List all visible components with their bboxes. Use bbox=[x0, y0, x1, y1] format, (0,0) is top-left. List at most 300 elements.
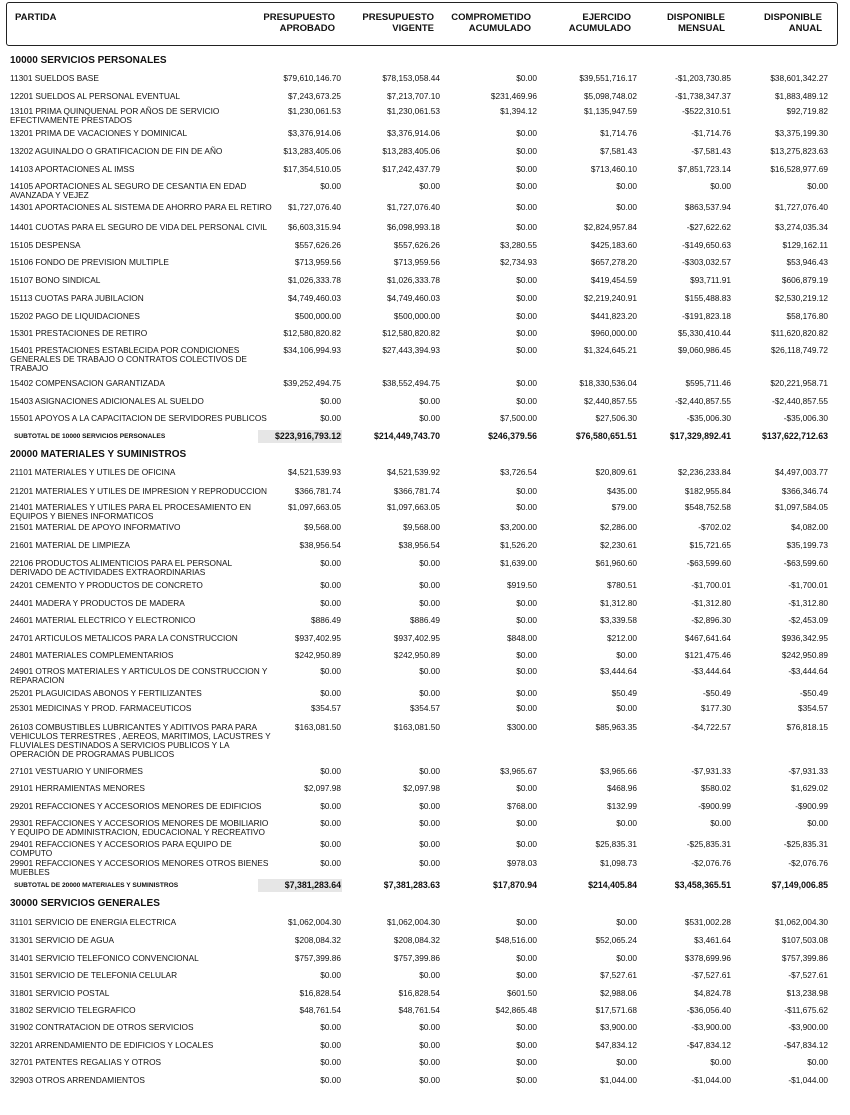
amount-col-4: $0.00 bbox=[616, 917, 637, 927]
header-col-1: PRESUPUESTO APROBADO bbox=[263, 12, 335, 34]
partida-label: 31801 SERVICIO POSTAL bbox=[10, 988, 110, 998]
amount-col-6: -$7,931.33 bbox=[788, 766, 828, 776]
amount-col-3: $7,500.00 bbox=[500, 413, 537, 423]
amount-col-6: $2,530,219.12 bbox=[774, 293, 828, 303]
amount-col-4: $3,444.64 bbox=[600, 666, 637, 676]
amount-col-5: $0.00 bbox=[710, 818, 731, 828]
amount-col-5: -$1,738,347.37 bbox=[675, 91, 731, 101]
amount-col-3: $0.00 bbox=[516, 275, 537, 285]
amount-col-1: $38,956.54 bbox=[299, 540, 341, 550]
amount-col-2: $0.00 bbox=[419, 688, 440, 698]
amount-col-6: $53,946.43 bbox=[786, 257, 828, 267]
partida-label: 32903 OTROS ARRENDAMIENTOS bbox=[10, 1075, 145, 1085]
amount-col-1: $0.00 bbox=[320, 1075, 341, 1085]
amount-col-2: $713,959.56 bbox=[393, 257, 440, 267]
amount-col-3: $768.00 bbox=[507, 801, 537, 811]
amount-col-5: -$3,900.00 bbox=[691, 1022, 731, 1032]
amount-col-4: $212.00 bbox=[607, 633, 637, 643]
header-col-3: COMPROMETIDO ACUMULADO bbox=[451, 12, 531, 34]
amount-col-5: -$25,835.31 bbox=[686, 839, 731, 849]
amount-col-2: $1,230,061.53 bbox=[386, 106, 440, 116]
partida-label: 31401 SERVICIO TELEFONICO CONVENCIONAL bbox=[10, 953, 199, 963]
amount-col-1: $0.00 bbox=[320, 839, 341, 849]
amount-col-4: $0.00 bbox=[616, 703, 637, 713]
amount-col-4: $419,454.59 bbox=[590, 275, 637, 285]
amount-col-1: $1,230,061.53 bbox=[287, 106, 341, 116]
amount-col-4: $1,312.80 bbox=[600, 598, 637, 608]
amount-col-1: $16,828.54 bbox=[299, 988, 341, 998]
amount-col-1: $0.00 bbox=[320, 1040, 341, 1050]
amount-col-2: $1,727,076.40 bbox=[386, 202, 440, 212]
amount-col-1: $0.00 bbox=[320, 688, 341, 698]
amount-col-6: $0.00 bbox=[807, 1057, 828, 1067]
amount-col-4: $85,963.35 bbox=[595, 722, 637, 732]
amount-col-5: -$63,599.60 bbox=[686, 558, 731, 568]
amount-col-6: $7,149,006.85 bbox=[771, 880, 828, 890]
amount-col-4: $1,098.73 bbox=[600, 858, 637, 868]
amount-col-6: $366,346.74 bbox=[781, 486, 828, 496]
amount-col-2: $354.57 bbox=[410, 703, 440, 713]
amount-col-3: $0.00 bbox=[516, 345, 537, 355]
amount-col-5: $155,488.83 bbox=[684, 293, 731, 303]
amount-col-2: $163,081.50 bbox=[393, 722, 440, 732]
amount-col-4: $61,960.60 bbox=[595, 558, 637, 568]
partida-label: 21101 MATERIALES Y UTILES DE OFICINA bbox=[10, 467, 176, 477]
amount-col-3: $0.00 bbox=[516, 666, 537, 676]
amount-col-3: $0.00 bbox=[516, 1057, 537, 1067]
amount-col-4: $2,219,240.91 bbox=[583, 293, 637, 303]
amount-col-1: $6,603,315.94 bbox=[287, 222, 341, 232]
amount-col-4: $0.00 bbox=[616, 1057, 637, 1067]
amount-col-2: $366,781.74 bbox=[393, 486, 440, 496]
amount-col-2: $1,097,663.05 bbox=[386, 502, 440, 512]
amount-col-6: $3,375,199.30 bbox=[774, 128, 828, 138]
header-col-2: PRESUPUESTO VIGENTE bbox=[362, 12, 434, 34]
amount-col-5: $17,329,892.41 bbox=[669, 431, 731, 441]
amount-col-6: $1,629.02 bbox=[791, 783, 828, 793]
amount-col-4: $50.49 bbox=[611, 688, 637, 698]
amount-col-3: $0.00 bbox=[516, 128, 537, 138]
amount-col-6: $35,199.73 bbox=[786, 540, 828, 550]
amount-col-6: $1,062,004.30 bbox=[774, 917, 828, 927]
amount-col-4: $435.00 bbox=[607, 486, 637, 496]
amount-col-1: $4,749,460.03 bbox=[287, 293, 341, 303]
amount-col-4: $0.00 bbox=[616, 181, 637, 191]
amount-col-6: $26,118,749.72 bbox=[770, 345, 828, 355]
amount-col-1: $223,916,793.12 bbox=[274, 431, 341, 441]
amount-col-3: $601.50 bbox=[507, 988, 537, 998]
amount-col-4: $18,330,536.04 bbox=[579, 378, 637, 388]
amount-col-3: $0.00 bbox=[516, 1040, 537, 1050]
amount-col-5: $2,236,233.84 bbox=[677, 467, 731, 477]
amount-col-6: $936,342.95 bbox=[781, 633, 828, 643]
partida-label: 13101 PRIMA QUINQUENAL POR AÑOS DE SERVICIO EFECTIVAMENTE PRESTADOS bbox=[10, 106, 220, 125]
amount-col-3: $1,394.12 bbox=[500, 106, 537, 116]
table-header bbox=[6, 2, 838, 46]
amount-col-6: $4,497,003.77 bbox=[774, 467, 828, 477]
amount-col-6: -$1,044.00 bbox=[788, 1075, 828, 1085]
subtotal-label: SUBTOTAL DE 20000 MATERIALES Y SUMINISTROS bbox=[14, 882, 179, 889]
amount-col-4: $3,339.58 bbox=[600, 615, 637, 625]
amount-col-6: $4,082.00 bbox=[791, 522, 828, 532]
amount-col-2: $13,283,405.06 bbox=[382, 146, 440, 156]
amount-col-5: $93,711.91 bbox=[690, 275, 731, 285]
amount-col-5: -$50.49 bbox=[702, 688, 731, 698]
amount-col-4: $2,440,857.55 bbox=[583, 396, 637, 406]
amount-col-2: $0.00 bbox=[419, 181, 440, 191]
amount-col-1: $757,399.86 bbox=[294, 953, 341, 963]
amount-col-3: $0.00 bbox=[516, 688, 537, 698]
partida-label: 21501 MATERIAL DE APOYO INFORMATIVO bbox=[10, 522, 181, 532]
amount-col-1: $354.57 bbox=[311, 703, 341, 713]
amount-col-1: $0.00 bbox=[320, 396, 341, 406]
amount-col-6: $137,622,712.63 bbox=[761, 431, 828, 441]
amount-col-6: -$2,453.09 bbox=[788, 615, 828, 625]
amount-col-3: $0.00 bbox=[516, 378, 537, 388]
partida-label: 31101 SERVICIO DE ENERGIA ELECTRICA bbox=[10, 917, 177, 927]
amount-col-2: $0.00 bbox=[419, 1057, 440, 1067]
amount-col-5: $3,461.64 bbox=[694, 935, 731, 945]
partida-label: 29101 HERRAMIENTAS MENORES bbox=[10, 783, 145, 793]
partida-label: 27101 VESTUARIO Y UNIFORMES bbox=[10, 766, 143, 776]
amount-col-2: $78,153,058.44 bbox=[382, 73, 440, 83]
amount-col-6: -$50.49 bbox=[799, 688, 828, 698]
amount-col-5: $580.02 bbox=[701, 783, 731, 793]
amount-col-3: $0.00 bbox=[516, 650, 537, 660]
amount-col-3: $919.50 bbox=[507, 580, 537, 590]
amount-col-5: $863,537.94 bbox=[684, 202, 731, 212]
partida-label: 14105 APORTACIONES AL SEGURO DE CESANTIA EN EDAD AVANZADA Y VEJEZ bbox=[10, 181, 247, 200]
amount-col-6: -$1,700.01 bbox=[788, 580, 828, 590]
amount-col-2: $12,580,820.82 bbox=[382, 328, 440, 338]
amount-col-1: $0.00 bbox=[320, 558, 341, 568]
amount-col-1: $0.00 bbox=[320, 1057, 341, 1067]
amount-col-5: -$522,310.51 bbox=[682, 106, 731, 116]
amount-col-5: -$47,834.12 bbox=[686, 1040, 731, 1050]
amount-col-6: -$7,527.61 bbox=[788, 970, 828, 980]
amount-col-3: $0.00 bbox=[516, 953, 537, 963]
amount-col-6: $0.00 bbox=[807, 181, 828, 191]
partida-label: 15501 APOYOS A LA CAPACITACION DE SERVIDORES PUBLICOS bbox=[10, 413, 267, 423]
partida-label: 15402 COMPENSACION GARANTIZADA bbox=[10, 378, 165, 388]
amount-col-2: $1,062,004.30 bbox=[386, 917, 440, 927]
amount-col-1: $0.00 bbox=[320, 598, 341, 608]
amount-col-4: $20,809.61 bbox=[595, 467, 637, 477]
amount-col-5: $595,711.46 bbox=[685, 378, 731, 388]
amount-col-3: $48,516.00 bbox=[495, 935, 537, 945]
amount-col-2: $937,402.95 bbox=[393, 633, 440, 643]
amount-col-1: $937,402.95 bbox=[294, 633, 341, 643]
amount-col-1: $557,626.26 bbox=[294, 240, 341, 250]
amount-col-5: -$7,931.33 bbox=[691, 766, 731, 776]
subtotal-label: SUBTOTAL DE 10000 SERVICIOS PERSONALES bbox=[14, 433, 166, 440]
section-title: 10000 SERVICIOS PERSONALES bbox=[10, 55, 167, 66]
partida-label: 15401 PRESTACIONES ESTABLECIDA POR CONDICIONES GENERALES DE TRABAJO O CONTRATOS COLECTIVOS DE TRABAJO bbox=[10, 345, 247, 373]
amount-col-6: $107,503.08 bbox=[781, 935, 828, 945]
amount-col-5: -$2,440,857.55 bbox=[675, 396, 731, 406]
amount-col-5: $177.30 bbox=[701, 703, 731, 713]
partida-label: 21401 MATERIALES Y UTILES PARA EL PROCESAMIENTO EN EQUIPOS Y BIENES INFORMATICOS bbox=[10, 502, 252, 521]
amount-col-3: $0.00 bbox=[516, 598, 537, 608]
amount-col-4: $17,571.68 bbox=[595, 1005, 637, 1015]
amount-col-2: $0.00 bbox=[419, 1022, 440, 1032]
amount-col-3: $0.00 bbox=[516, 818, 537, 828]
amount-col-6: -$11,675.62 bbox=[784, 1005, 828, 1015]
amount-col-2: $0.00 bbox=[419, 858, 440, 868]
amount-col-1: $366,781.74 bbox=[294, 486, 341, 496]
amount-col-1: $886.49 bbox=[311, 615, 341, 625]
amount-col-6: $38,601,342.27 bbox=[770, 73, 828, 83]
amount-col-5: -$1,203,730.85 bbox=[675, 73, 731, 83]
amount-col-2: $0.00 bbox=[419, 1040, 440, 1050]
amount-col-2: $0.00 bbox=[419, 598, 440, 608]
amount-col-6: -$63,599.60 bbox=[783, 558, 828, 568]
amount-col-4: $2,824,957.84 bbox=[583, 222, 637, 232]
amount-col-5: -$2,896.30 bbox=[691, 615, 731, 625]
amount-col-2: $16,828.54 bbox=[398, 988, 440, 998]
amount-col-6: $354.57 bbox=[798, 703, 828, 713]
amount-col-2: $0.00 bbox=[419, 666, 440, 676]
amount-col-5: -$303,032.57 bbox=[682, 257, 731, 267]
amount-col-6: $1,883,489.12 bbox=[774, 91, 828, 101]
amount-col-4: $468.96 bbox=[607, 783, 637, 793]
amount-col-1: $79,610,146.70 bbox=[283, 73, 341, 83]
amount-col-6: $13,238.98 bbox=[786, 988, 828, 998]
amount-col-2: $7,213,707.10 bbox=[386, 91, 440, 101]
amount-col-6: $0.00 bbox=[807, 818, 828, 828]
amount-col-1: $1,097,663.05 bbox=[287, 502, 341, 512]
amount-col-3: $1,639.00 bbox=[500, 558, 537, 568]
amount-col-4: $960,000.00 bbox=[590, 328, 637, 338]
amount-col-1: $0.00 bbox=[320, 413, 341, 423]
amount-col-4: $7,581.43 bbox=[600, 146, 637, 156]
amount-col-2: $27,443,394.93 bbox=[382, 345, 440, 355]
amount-col-4: $425,183.60 bbox=[590, 240, 637, 250]
partida-label: 13201 PRIMA DE VACACIONES Y DOMINICAL bbox=[10, 128, 188, 138]
amount-col-3: $0.00 bbox=[516, 181, 537, 191]
amount-col-4: $1,714.76 bbox=[600, 128, 637, 138]
amount-col-2: $0.00 bbox=[419, 558, 440, 568]
amount-col-5: -$35,006.30 bbox=[686, 413, 731, 423]
amount-col-3: $0.00 bbox=[516, 222, 537, 232]
partida-label: 14301 APORTACIONES AL SISTEMA DE AHORRO PARA EL RETIRO bbox=[10, 202, 272, 212]
amount-col-4: $2,230.61 bbox=[600, 540, 637, 550]
partida-label: 31802 SERVICIO TELEGRAFICO bbox=[10, 1005, 136, 1015]
amount-col-6: -$2,076.76 bbox=[788, 858, 828, 868]
amount-col-2: $242,950.89 bbox=[393, 650, 440, 660]
amount-col-6: $242,950.89 bbox=[781, 650, 828, 660]
amount-col-5: -$191,823.18 bbox=[682, 311, 731, 321]
amount-col-2: $17,242,437.79 bbox=[382, 164, 440, 174]
partida-label: 13202 AGUINALDO O GRATIFICACION DE FIN DE AÑO bbox=[10, 146, 223, 156]
amount-col-3: $0.00 bbox=[516, 311, 537, 321]
amount-col-3: $0.00 bbox=[516, 146, 537, 156]
amount-col-6: -$3,900.00 bbox=[788, 1022, 828, 1032]
amount-col-1: $0.00 bbox=[320, 766, 341, 776]
amount-col-2: $0.00 bbox=[419, 801, 440, 811]
amount-col-4: $0.00 bbox=[616, 818, 637, 828]
amount-col-6: $13,275,823.63 bbox=[770, 146, 828, 156]
amount-col-1: $12,580,820.82 bbox=[283, 328, 341, 338]
partida-label: 29301 REFACCIONES Y ACCESORIOS MENORES DE MOBILIARIO Y EQUIPO DE ADMINISTRACION, EDUCACIONAL Y RECREATIVO bbox=[10, 818, 269, 837]
amount-col-5: -$1,044.00 bbox=[691, 1075, 731, 1085]
amount-col-6: $76,818.15 bbox=[786, 722, 828, 732]
amount-col-4: $76,580,651.51 bbox=[575, 431, 637, 441]
amount-col-3: $42,865.48 bbox=[495, 1005, 537, 1015]
amount-col-5: -$36,056.40 bbox=[686, 1005, 731, 1015]
amount-col-2: $38,956.54 bbox=[398, 540, 440, 550]
amount-col-5: -$4,722.57 bbox=[691, 722, 731, 732]
partida-label: 24801 MATERIALES COMPLEMENTARIOS bbox=[10, 650, 174, 660]
amount-col-3: $0.00 bbox=[516, 328, 537, 338]
amount-col-5: $0.00 bbox=[710, 1057, 731, 1067]
amount-col-1: $0.00 bbox=[320, 818, 341, 828]
amount-col-5: $0.00 bbox=[710, 181, 731, 191]
amount-col-5: $182,955.84 bbox=[684, 486, 731, 496]
amount-col-5: $7,851,723.14 bbox=[677, 164, 731, 174]
amount-col-6: $1,097,584.05 bbox=[774, 502, 828, 512]
amount-col-5: -$1,700.01 bbox=[691, 580, 731, 590]
amount-col-3: $978.03 bbox=[507, 858, 537, 868]
amount-col-3: $300.00 bbox=[507, 722, 537, 732]
amount-col-1: $3,376,914.06 bbox=[287, 128, 341, 138]
amount-col-2: $208,084.32 bbox=[393, 935, 440, 945]
amount-col-2: $9,568.00 bbox=[403, 522, 440, 532]
amount-col-6: $11,620,820.82 bbox=[770, 328, 828, 338]
amount-col-4: $7,527.61 bbox=[600, 970, 637, 980]
amount-col-6: -$1,312.80 bbox=[788, 598, 828, 608]
amount-col-5: $3,458,365.51 bbox=[674, 880, 731, 890]
amount-col-1: $17,354,510.05 bbox=[283, 164, 341, 174]
amount-col-3: $848.00 bbox=[507, 633, 537, 643]
amount-col-4: $0.00 bbox=[616, 202, 637, 212]
amount-col-4: $780.51 bbox=[607, 580, 637, 590]
amount-col-1: $39,252,494.75 bbox=[283, 378, 341, 388]
amount-col-4: $214,405.84 bbox=[588, 880, 637, 890]
amount-col-2: $4,521,539.92 bbox=[386, 467, 440, 477]
amount-col-2: $6,098,993.18 bbox=[386, 222, 440, 232]
partida-label: 24201 CEMENTO Y PRODUCTOS DE CONCRETO bbox=[10, 580, 203, 590]
amount-col-6: $129,162.11 bbox=[782, 240, 828, 250]
amount-col-6: -$2,440,857.55 bbox=[772, 396, 828, 406]
amount-col-1: $0.00 bbox=[320, 858, 341, 868]
partida-label: 22106 PRODUCTOS ALIMENTICIOS PARA EL PERSONAL DERIVADO DE ACTIVIDADES EXTRAORDINARIAS bbox=[10, 558, 232, 577]
amount-col-1: $0.00 bbox=[320, 580, 341, 590]
amount-col-5: $121,475.46 bbox=[684, 650, 731, 660]
amount-col-4: $27,506.30 bbox=[595, 413, 637, 423]
partida-label: 21201 MATERIALES Y UTILES DE IMPRESION Y REPRODUCCION bbox=[10, 486, 267, 496]
amount-col-3: $246,379.56 bbox=[488, 431, 537, 441]
amount-col-4: $3,965.66 bbox=[600, 766, 637, 776]
amount-col-2: $1,026,333.78 bbox=[386, 275, 440, 285]
amount-col-1: $713,959.56 bbox=[294, 257, 341, 267]
partida-label: 31902 CONTRATACION DE OTROS SERVICIOS bbox=[10, 1022, 194, 1032]
amount-col-1: $242,950.89 bbox=[294, 650, 341, 660]
amount-col-1: $48,761.54 bbox=[299, 1005, 341, 1015]
amount-col-3: $3,965.67 bbox=[500, 766, 537, 776]
header-partida: PARTIDA bbox=[15, 12, 57, 23]
amount-col-3: $0.00 bbox=[516, 1022, 537, 1032]
amount-col-6: $757,399.86 bbox=[781, 953, 828, 963]
amount-col-6: -$900.99 bbox=[795, 801, 828, 811]
amount-col-1: $9,568.00 bbox=[304, 522, 341, 532]
amount-col-3: $0.00 bbox=[516, 703, 537, 713]
amount-col-2: $500,000.00 bbox=[393, 311, 440, 321]
amount-col-5: -$149,650.63 bbox=[682, 240, 731, 250]
amount-col-1: $208,084.32 bbox=[294, 935, 341, 945]
partida-label: 15107 BONO SINDICAL bbox=[10, 275, 101, 285]
amount-col-5: $378,699.96 bbox=[684, 953, 731, 963]
amount-col-5: $5,330,410.44 bbox=[677, 328, 731, 338]
amount-col-3: $0.00 bbox=[516, 202, 537, 212]
amount-col-3: $0.00 bbox=[516, 970, 537, 980]
amount-col-1: $0.00 bbox=[320, 801, 341, 811]
partida-label: 31301 SERVICIO DE AGUA bbox=[10, 935, 115, 945]
amount-col-3: $0.00 bbox=[516, 917, 537, 927]
amount-col-2: $0.00 bbox=[419, 580, 440, 590]
amount-col-3: $0.00 bbox=[516, 486, 537, 496]
amount-col-6: $3,274,035.34 bbox=[774, 222, 828, 232]
amount-col-4: $25,835.31 bbox=[595, 839, 637, 849]
partida-label: 25201 PLAGUICIDAS ABONOS Y FERTILIZANTES bbox=[10, 688, 202, 698]
amount-col-6: $606,879.19 bbox=[781, 275, 828, 285]
amount-col-6: $1,727,076.40 bbox=[774, 202, 828, 212]
amount-col-1: $0.00 bbox=[320, 181, 341, 191]
amount-col-5: $9,060,986.45 bbox=[677, 345, 731, 355]
amount-col-2: $214,449,743.70 bbox=[373, 431, 440, 441]
amount-col-1: $2,097.98 bbox=[304, 783, 341, 793]
amount-col-2: $0.00 bbox=[419, 818, 440, 828]
amount-col-6: -$25,835.31 bbox=[783, 839, 828, 849]
partida-label: 15105 DESPENSA bbox=[10, 240, 81, 250]
partida-label: 31501 SERVICIO DE TELEFONIA CELULAR bbox=[10, 970, 178, 980]
amount-col-1: $500,000.00 bbox=[294, 311, 341, 321]
partida-label: 29401 REFACCIONES Y ACCESORIOS PARA EQUIPO DE COMPUTO bbox=[10, 839, 232, 858]
amount-col-2: $557,626.26 bbox=[393, 240, 440, 250]
amount-col-1: $34,106,994.93 bbox=[283, 345, 341, 355]
header-col-4: EJERCIDO ACUMULADO bbox=[568, 12, 631, 34]
amount-col-5: -$702.02 bbox=[698, 522, 731, 532]
amount-col-2: $0.00 bbox=[419, 1075, 440, 1085]
header-col-5: DISPONIBLE MENSUAL bbox=[666, 12, 725, 34]
amount-col-6: -$3,444.64 bbox=[788, 666, 828, 676]
partida-label: 15301 PRESTACIONES DE RETIRO bbox=[10, 328, 148, 338]
amount-col-2: $0.00 bbox=[419, 413, 440, 423]
amount-col-2: $3,376,914.06 bbox=[386, 128, 440, 138]
amount-col-1: $1,727,076.40 bbox=[287, 202, 341, 212]
amount-col-4: $52,065.24 bbox=[595, 935, 637, 945]
partida-label: 24401 MADERA Y PRODUCTOS DE MADERA bbox=[10, 598, 185, 608]
amount-col-3: $0.00 bbox=[516, 73, 537, 83]
partida-label: 32201 ARRENDAMIENTO DE EDIFICIOS Y LOCALES bbox=[10, 1040, 214, 1050]
amount-col-3: $2,734.93 bbox=[500, 257, 537, 267]
amount-col-6: -$35,006.30 bbox=[783, 413, 828, 423]
amount-col-3: $0.00 bbox=[516, 1075, 537, 1085]
amount-col-4: $79.00 bbox=[611, 502, 637, 512]
amount-col-5: $531,002.28 bbox=[684, 917, 731, 927]
partida-label: 14103 APORTACIONES AL IMSS bbox=[10, 164, 135, 174]
amount-col-1: $0.00 bbox=[320, 666, 341, 676]
partida-label: 25301 MEDICINAS Y PROD. FARMACEUTICOS bbox=[10, 703, 192, 713]
amount-col-4: $0.00 bbox=[616, 953, 637, 963]
amount-col-2: $2,097.98 bbox=[403, 783, 440, 793]
amount-col-3: $0.00 bbox=[516, 396, 537, 406]
amount-col-2: $48,761.54 bbox=[398, 1005, 440, 1015]
partida-label: 32701 PATENTES REGALIAS Y OTROS bbox=[10, 1057, 162, 1067]
amount-col-1: $7,243,673.25 bbox=[287, 91, 341, 101]
amount-col-1: $13,283,405.06 bbox=[283, 146, 341, 156]
amount-col-3: $17,870.94 bbox=[492, 880, 537, 890]
